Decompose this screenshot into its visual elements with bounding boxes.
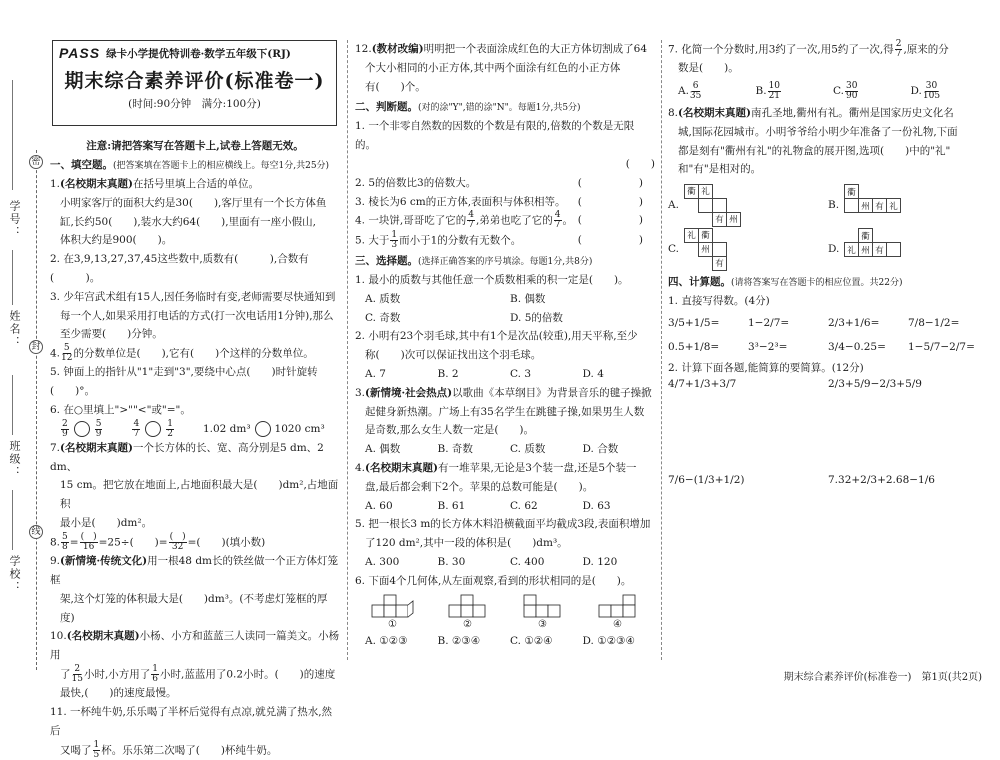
option-a[interactable]: A. $\frac{6}{35}$ <box>678 80 702 101</box>
question-text: 最快,( )的速度最慢。 <box>60 687 177 700</box>
calc-item: 3/4−0.25= <box>828 341 886 354</box>
answer-note: 注意:请把答案写在答题卡上,试卷上答题无效。 <box>86 140 304 152</box>
exam-title: 期末综合素养评价(标准卷一) <box>64 70 325 92</box>
question-2: 2. 在3,9,13,27,37,45这些数中,质数有( ),合数有( )。 <box>50 253 309 284</box>
option-c[interactable]: C. $\frac{30}{90}$ <box>833 80 858 101</box>
compare-circle[interactable] <box>255 421 271 437</box>
column-divider <box>347 40 348 660</box>
question-text: 了120 dm²,其中一段的体积是( )dm³。 <box>365 537 568 550</box>
calc-item: 0.5+1/8= <box>668 341 720 354</box>
compare-circle[interactable] <box>74 421 90 437</box>
calc-item: 3³−2³= <box>748 341 788 354</box>
choice-options <box>668 78 988 104</box>
judge-5: 5. 大于 $\frac{1}{3}$ 而小于1的分数有无数个。 ( ) <box>355 229 655 250</box>
option-a[interactable]: A. ①②③ <box>365 634 408 647</box>
question-text: 缸,长约50( ),装水大约64( ),里面有一座小假山, <box>60 215 316 228</box>
name-line[interactable] <box>12 250 13 305</box>
option-b[interactable]: B. 61 <box>437 499 466 512</box>
calc-item: 2/3+5/9−2/3+5/9 <box>828 377 922 390</box>
question-text: 城,国际花园城市。小明爷爷给小明少年准备了一份礼物,下面 <box>678 125 958 138</box>
cube-net: 衢 州 有 礼 <box>844 184 901 227</box>
solid-figure-1: ① <box>370 593 416 630</box>
option-c[interactable]: C. 质数 <box>510 443 546 456</box>
net-option-c[interactable]: C. 礼 衢 州 有 <box>668 227 828 271</box>
choice-8: 8.(名校期末真题)南孔圣地,衢州有礼。衢州是国家历史文化名 <box>668 107 954 120</box>
question-1: 1.(名校期末真题)在括号里填上合适的单位。 <box>50 178 259 190</box>
question-12: 12.(教材改编)明明把一个表面涂成红色的大正方体切割成了64 <box>355 43 648 55</box>
choice-5: 5. 把一根长3 m的长方体木料沿横截面平均截成3段,表面积增加 <box>355 518 651 531</box>
answer-paren[interactable]: ( ) <box>577 195 655 208</box>
question-8: 8. $\frac{5}{8}$ = $\frac{( )}{16}$ =25÷( )= $\frac{( )}{32}$ =( )(填小数) <box>50 531 266 552</box>
cube-stack-icon <box>520 593 566 619</box>
class-label: 班级： <box>8 440 21 479</box>
calc-part-1: 1. 直接写得数。(4分) <box>668 295 770 308</box>
question-4: 4. $\frac{5}{12}$ 的分数单位是( ),它有( )个这样的分数单位。 <box>50 343 314 364</box>
cube-stack-icon <box>595 593 641 619</box>
judge-3: 3. 棱长为6 cm的正方体,表面积与体积相等。 ( ) <box>355 193 655 212</box>
option-a[interactable]: A. 60 <box>365 499 393 512</box>
net-option-b[interactable]: B. 衢 州 有 礼 <box>828 183 988 227</box>
choice-options <box>355 632 655 651</box>
school-line[interactable] <box>12 490 13 550</box>
choice-options <box>355 497 655 516</box>
compare-circle[interactable] <box>145 421 161 437</box>
question-text: 是奇数,那么女生人数一定是( )。 <box>365 424 535 437</box>
judge-2: 2. 5的倍数比3的倍数大。 ( ) <box>355 174 655 193</box>
question-text: 体积大约是900( )。 <box>60 234 173 247</box>
choice-options <box>355 440 655 459</box>
net-option-d[interactable]: D. 衢 礼 州 有 <box>828 227 988 271</box>
choice-options <box>355 309 655 328</box>
solid-figure-2: ② <box>445 593 491 630</box>
section-calculation: 四、计算题。(请将答案写在答题卡的相应位置。共22分) <box>668 276 903 289</box>
answer-paren[interactable]: ( ) <box>577 233 655 246</box>
exam-header <box>52 40 337 126</box>
section-choice: 三、选择题。(选择正确答案的序号填涂。每题1分,共8分) <box>355 254 593 267</box>
choice-options <box>355 290 655 309</box>
simplify-calc-row <box>668 474 988 486</box>
option-d[interactable]: D. 4 <box>582 367 604 380</box>
calc-item: 4/7+1/3+3/7 <box>668 377 737 390</box>
question-text: 至少需要( )分钟。 <box>60 328 163 341</box>
question-6-compare: $\frac{2}{9}$ $\frac{5}{9}$ $\frac{4}{7}$ $\frac{1}{2}$ 1.02 dm³ 1020 cm³ <box>62 418 325 439</box>
choice-3: 3.(新情境·社会热点)以歌曲《本草纲目》为背景音乐的毽子操掀 <box>355 386 652 399</box>
cube-stack-icon <box>370 593 416 619</box>
judge-1-paren[interactable]: ( ) <box>625 157 655 170</box>
student-number-line[interactable] <box>12 80 13 190</box>
option-d[interactable]: D. 5的倍数 <box>510 311 563 324</box>
pass-logo: PASS <box>59 45 101 61</box>
seal-mi: 密 <box>29 155 43 169</box>
option-c[interactable]: C. 62 <box>510 499 538 512</box>
page-footer: 期末综合素养评价(标准卷一) 第1页(共2页) <box>783 672 982 683</box>
net-option-a[interactable]: A. 衢 礼 有 州 <box>668 183 828 227</box>
option-d[interactable]: D. 120 <box>582 555 618 568</box>
question-text: 又喝了 $\frac{1}{5}$ 杯。乐乐第二次喝了( )杯纯牛奶。 <box>60 739 278 760</box>
column-divider <box>661 40 662 660</box>
column-1 <box>50 40 340 760</box>
option-c[interactable]: C. 3 <box>510 367 532 380</box>
option-b[interactable]: B. ②③④ <box>437 634 481 647</box>
choice-options <box>355 365 655 384</box>
seal-feng: 封 <box>29 340 43 354</box>
seal-xian: 线 <box>29 525 43 539</box>
question-10: 10.(名校期末真题)小杨、小方和蓝蓝三人读同一篇美文。小杨用 <box>50 630 340 662</box>
column-3 <box>668 40 988 486</box>
option-a[interactable]: A. 7 <box>365 367 386 380</box>
question-11: 11. 一杯纯牛奶,乐乐喝了半杯后觉得有点凉,就兑满了热水,然后 <box>50 706 333 737</box>
option-b[interactable]: B. $\frac{10}{21}$ <box>755 80 781 101</box>
option-b[interactable]: B. 偶数 <box>510 292 546 305</box>
answer-paren[interactable]: ( ) <box>577 176 655 189</box>
question-text: 15 cm。把它放在地面上,占地面积最大是( )dm²,占地面积 <box>60 479 339 511</box>
solid-figure-3: ③ <box>520 593 566 630</box>
option-c[interactable]: C. 奇数 <box>365 311 401 324</box>
option-d[interactable]: D. 63 <box>582 499 611 512</box>
question-text: 有( )个。 <box>365 80 426 93</box>
choice-2: 2. 小明有23个羽毛球,其中有1个是次品(较重),用天平称,至少 <box>355 330 638 343</box>
calc-item: 7.32+2/3+2.68−1/6 <box>828 473 935 486</box>
calc-item: 7/6−(1/3+1/2) <box>668 473 745 486</box>
option-c[interactable]: C. 400 <box>510 555 545 568</box>
school-label: 学校： <box>8 555 21 594</box>
direct-calc-grid <box>668 311 988 359</box>
option-c[interactable]: C. ①②④ <box>510 634 553 647</box>
question-5: 5. 钟面上的指针从"1"走到"3",要绕中心点( )时针旋转( )°。 <box>50 366 318 398</box>
option-a[interactable]: A. 300 <box>365 555 400 568</box>
option-d[interactable]: D. $\frac{30}{105}$ <box>910 80 941 101</box>
option-d[interactable]: D. ①②③④ <box>582 634 635 647</box>
option-b[interactable]: B. 2 <box>437 367 459 380</box>
calc-item: 3/5+1/5= <box>668 317 720 330</box>
calc-item: 2/3+1/6= <box>828 317 880 330</box>
question-text: 都是刻有"衢州有礼"的礼物盒的展开图,选项( )中的"礼" <box>678 144 951 157</box>
option-a[interactable]: A. 偶数 <box>365 443 401 456</box>
calc-item: 1−2/7= <box>748 317 790 330</box>
exam-time: (时间:90分钟 满分:100分) <box>128 98 261 110</box>
solid-figures <box>355 593 655 630</box>
section-true-false: 二、判断题。(对的涂"Y",错的涂"N"。每题1分,共5分) <box>355 101 581 114</box>
choice-6: 6. 下面4个几何体,从左面观察,看到的形状相同的是( )。 <box>355 574 632 587</box>
calc-part-2: 2. 计算下面各题,能简算的要简算。(12分) <box>668 362 864 375</box>
judge-4: 4. 一块饼,哥哥吃了它的 $\frac{4}{7}$ ,弟弟也吃了它的 $\frac{4}{7}$ 。 ( ) <box>355 210 655 231</box>
question-text: 了 $\frac{2}{15}$ 小时,小方用了 $\frac{1}{6}$ 小时,蓝蓝用了0.2小时。( )的速度 <box>60 663 336 684</box>
judge-1: 1. 一个非零自然数的因数的个数是有限的,倍数的个数是无限的。 <box>355 120 635 152</box>
question-text: 最小是( )dm²。 <box>60 517 153 530</box>
choice-options <box>355 553 655 572</box>
question-text: 称( )次可以保证找出这个羽毛球。 <box>365 349 542 362</box>
question-text: 盘,最后都会剩下2个。苹果的总数可能是( )。 <box>365 480 594 493</box>
binding-strip <box>0 0 48 693</box>
question-text: 小明家客厅的面积大约是30( ),客厅里有一个长方体鱼 <box>60 196 327 209</box>
question-text: 个大小相同的小正方体,其中两个面涂有红色的小正方体 <box>365 61 621 74</box>
question-text: 数是( )。 <box>678 62 739 75</box>
question-7: 7.(名校期末真题)一个长方体的长、宽、高分别是5 dm、2 dm、 <box>50 441 324 473</box>
question-text: 起健身新热潮。广场上有35名学生在跳毽子操,如果男生人数 <box>365 405 645 418</box>
box-net-options <box>668 183 988 271</box>
choice-4: 4.(名校期末真题)有一堆苹果,无论是3个装一盘,还是5个装一 <box>355 461 637 474</box>
cube-net: 衢 礼 有 州 <box>684 184 741 227</box>
solid-figure-4: ④ <box>595 593 641 630</box>
option-a[interactable]: A. 质数 <box>365 292 401 305</box>
name-label: 姓名： <box>8 310 21 349</box>
option-b[interactable]: B. 30 <box>437 555 466 568</box>
option-d[interactable]: D. 合数 <box>582 443 619 456</box>
calc-item: 1−5/7−2/7= <box>908 341 975 354</box>
question-text: 架,这个灯笼的体积最大是( )dm³。(不考虑灯笼框的厚度) <box>60 592 328 624</box>
seal-line <box>36 150 37 670</box>
simplify-calc-row <box>668 378 988 474</box>
question-9: 9.(新情境·传统文化)用一根48 dm长的铁丝做一个正方体灯笼框 <box>50 555 339 586</box>
cube-stack-icon <box>445 593 491 619</box>
cube-net: 衢 礼 州 有 <box>844 228 901 271</box>
cube-net: 礼 衢 州 有 <box>684 228 741 271</box>
question-text: 每一个人,如果采用打电话的方式(打一次电话用1分钟),那么 <box>60 309 334 322</box>
calc-item: 7/8−1/2= <box>908 317 960 330</box>
series-title: 绿卡小学提优特训卷·数学五年级下(RJ) <box>106 47 291 60</box>
column-2 <box>355 40 655 650</box>
student-number-label: 学号： <box>8 200 21 239</box>
option-b[interactable]: B. 奇数 <box>437 443 473 456</box>
answer-paren[interactable]: ( ) <box>577 214 655 227</box>
question-text: 和"有"是相对的。 <box>678 163 762 176</box>
section-fill-blank: 一、填空题。(把答案填在答题卡上的相应横线上。每空1分,共25分) <box>50 159 330 171</box>
choice-7: 7. 化简一个分数时,用3约了一次,用5约了一次,得 $\frac{2}{7}$ ,原来的分 <box>668 39 949 59</box>
question-3: 3. 少年宫武术组有15人,因任务临时有变,老师需要尽快通知到 <box>50 290 336 303</box>
class-line[interactable] <box>12 375 13 435</box>
choice-1: 1. 最小的质数与其他任意一个质数相乘的积一定是( )。 <box>355 273 629 286</box>
question-6: 6. 在○里填上">""<"或"="。 <box>50 404 191 417</box>
